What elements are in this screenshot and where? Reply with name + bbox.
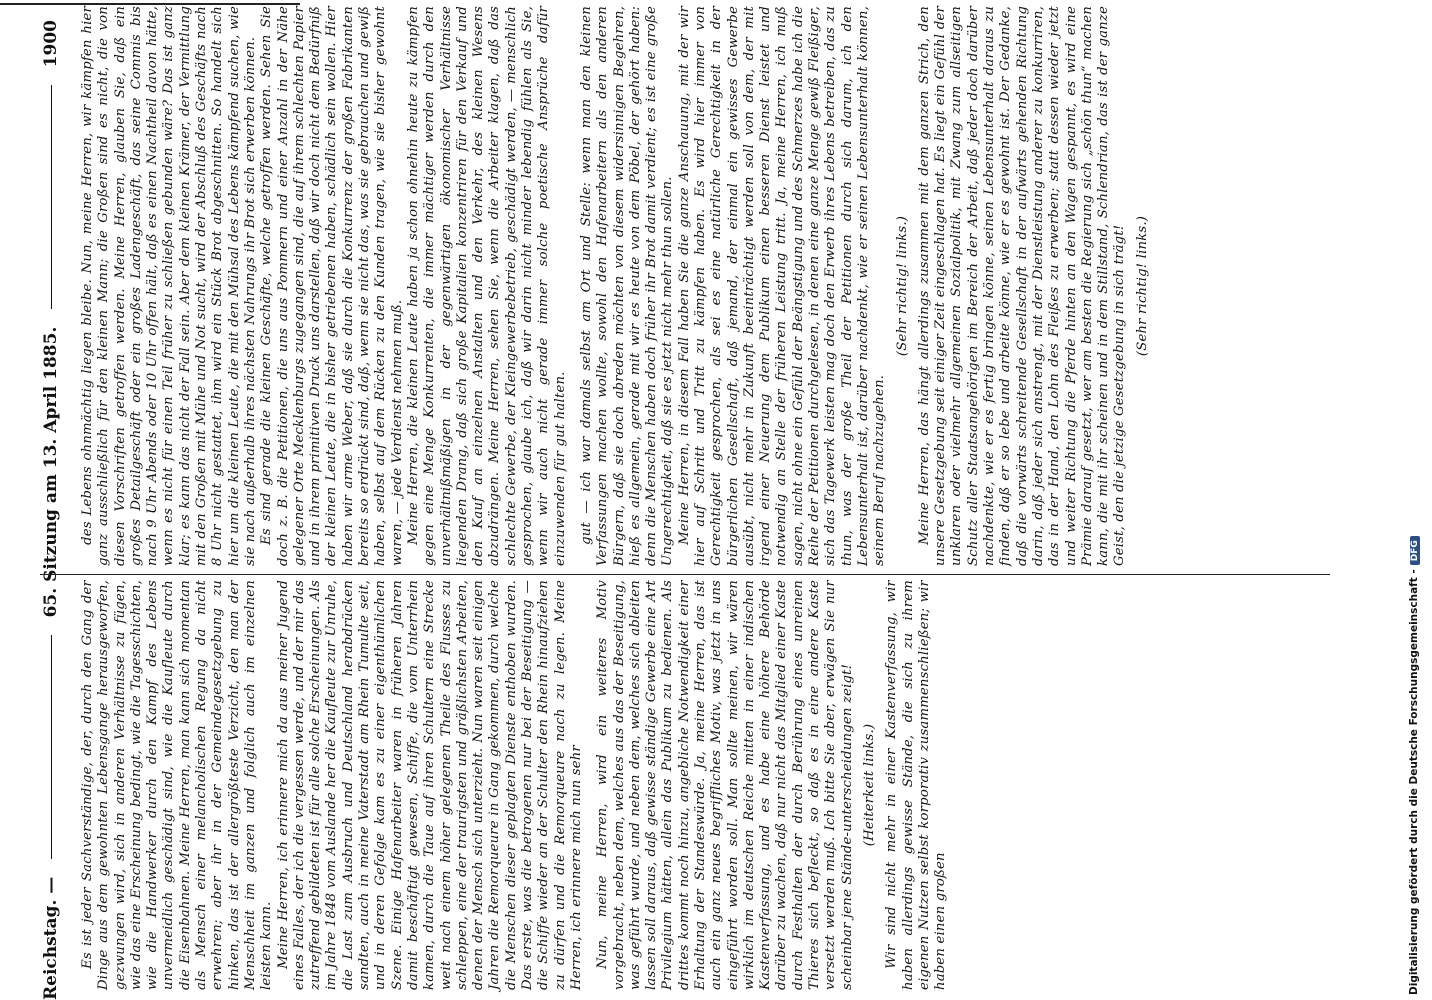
digitization-credit [1408,540,1428,996]
paragraph: (Sehr richtig! links.) [894,215,910,357]
paragraph: (Heiterkeit links.) [861,723,877,847]
header-rule-left [51,635,52,858]
text-column-left-top [80,6,569,566]
column-left-top [80,4,1330,570]
running-header [36,20,66,1000]
paragraph: Meine Herren, die kleinen Leute haben ja schon ohnehin heute zu kämpfen gegen eine Menge Konkurrenten, die immer mächtiger werden durch den unverhältnißmäßigen in der gegenwärtigen ökonomischer Verhältnisse liegenden Drang, daß sich große Kapitalien konzentriren für den Verkauf und den Kauf an einzelnen Anstalten und den Verkehr, des kleinen Wesens abzudrängen. Meine Herren, sehen Sie, wenn die Arbeiter klagen, daß das schlechte Gewerbe, der Kleingewerbebetrieb, geschädigt werden, — menschlich gesprochen, glaube ich, daß wir darin nicht minder lebendig fühlen als Sie, wenn wir auch nicht gerade immer solche poetische Ansprüche dafür einzuwenden für gut halten. [405,6,568,566]
header-center: 65. Sitzung am 13. April 1885. [41,326,61,618]
column-left-bottom [80,580,1330,995]
text-column-left-bottom [80,580,585,990]
paragraph: (Sehr richtig! links.) [1134,215,1150,357]
paragraph: Meine Herren, das hängt allerdings zusammen mit dem ganzen Strich, den unsere Gesetzgebung seit einiger Zeit eingeschlagen hat. Es liegt ein Gefühl der unklaren oder vielmehr allgemeinen Sozialpolitik, mit Zwang zum allseitigen Schutz aller Staatsangehörigen im Bereich der Arbeit, daß jeder doch darüber nachdenkte, wie er es fertig bringen könne, seinen Lebensunterhalt daraus zu finden, daß er so lebe und arbeite könne, wie er es gewohnt ist. Der Gedanke, daß die vorwärts schreitende Gesellschaft in der aufwärts gehenden Richtung darin, daß jeder sich anstrengt, mit der Dienstleistung anderer zu konkurriren, das in der Hand, den Lohn des Fleißes zu erwerben; statt dessen wieder jetzt und weiter Richtung die Pferde hinten an den Wagen gespannt, es wird eine Prämie darauf gesetzt, wer am besten die Regierung sich „schön thun“ machen kann, die mit ihr scheinen und in dem Stillstand, Schlendrian, das ist der ganze Geist, den die jetzige Gesetzgebung in sich trägt! [916,6,1128,566]
text-column-right-top [579,6,1157,566]
header-left: Reichstag. — [41,876,61,1000]
column-divider [40,574,1330,575]
paragraph: Wir sind nicht mehr in einer Kastenverfassung, wir haben allerdings gewisse Stände, die sich zu ihrem eigenen Nutzen selbst korporativ zusammenschließen; wir haben einen großen [884,580,949,990]
paragraph: des Lebens ohnmächtig liegen bleibe. Nun, meine Herren, wir kämpfen hier ganz ausschließlich für den kleinen Mann; die Großen sind es nicht, die von diesen Vorschriften getroffen werden. Meine Herren, glauben Sie, daß ein großes Detailgeschäft oder ein großes Ladengeschäft, das seine Commis bis nach 9 Uhr Abends oder 10 Uhr offen hält, daß es einen Nachtheil davon hätte, wenn es nicht für einen Teil früher zu schließen gebunden wäre? Das ist ganz klar; es kann das nicht der Fall sein. Aber dem kleinen Krämer, der Vermittlung mit den Großen mit Mühe und Not sucht, wird der Abschluß des Geschäfts nach 8 Uhr nicht gestattet, ihm wird ein Stück Brot abgeschnitten. So handelt sich hier um die kleinen Leute, die mit den Mühsal des Lebens kämpfend suchen, wie sie nach außerhalb ihres nächsten Nahrungs ihr Brot sich erwerben können. [80,6,258,566]
text-column-right-bottom [595,580,949,990]
paragraph: Nun, meine Herren, wird ein weiteres Motiv vorgebracht, neben dem, welches aus das der Beseitigung, was geführt wurde, und neben dem, welches sich ableiten lassen soll daraus, daß gewisse ständige Gewerbe eine Art Privilegium hätten, allein das Publikum zu bedienen. Als drittes kommt noch hinzu, angebliche Notwendigkeit einer Erhaltung der Standeswürde. Ja, meine Herren, das ist auch ein ganz neues begriffliches Motiv, was jetzt in uns eingeführt worden soll. Man sollte meinen, wir wären wirklich im deutschen Reiche mitten in einer indischen Kastenverfassung, und es habe eine höhere Behörde darüber zu wachen, daß nur nicht das Mitglied einer Kaste durch Festhalten der durch Berührung eines unreinen Thieres sich befleckt, so daß es in eine andere Kaste versetzt werden muß. Ich bitte Sie aber, erwägen Sie nur scheinbar jene Stände-unterscheidungen zeigt! [595,580,855,990]
paragraph: Meine Herren, in diesem Fall haben Sie die ganze Anschauung, mit der wir hier auf Schritt und Tritt zu kämpfen haben. Es wird hier immer von Gerechtigkeit gesprochen, als sei es eine natürliche Gerechtigkeit in der bürgerlichen Gesellschaft, daß jemand, der einmal ein gewisses Gewerbe ausübt, nicht mehr in Zukunft beeinträchtigt werden soll von dem, der mit irgend einer Neuerung dem Publikum einen besseren Dienst leistet und notwendig an Stelle der früheren Leistung tritt. Ja, meine Herren, ich muß sagen, nicht ohne ein Gefühl der Beängstigung und des Schmerzes habe ich die Reihe der Petitionen durchgelesen, in denen eine ganze Menge gewiß Fleißiger, sich das Tagewerk leisten mag doch den Erwerb ihres Lebens betreiben, das zu thun, was der große Theil der Petitionen durch sich darum, ich den Lebensunterhalt ist, darüber nachdenkt, wie er seinen Lebensunterhalt können, seinem Beruf nachzugehen. [676,6,888,566]
dfg-logo: DFG [1410,536,1420,565]
paragraph: gut — ich war damals selbst am Ort und Stelle: wenn man den kleinen Verfassungen machen wollte, sowohl den Hafenarbeitern als den anderen Bürgern, daß sie doch abreden möchten von diesem widersinnigen Begehren, hieß es allgemein, gerade mit wir es heute von dem Pöbel, der gehört haben: denn die Menschen haben doch früher ihr Brot damit verdient; es ist eine große Ungerechtigkeit, daß sie es jetzt nicht mehr thun sollen. [578,6,676,566]
paragraph: Es sind gerade die kleinen Geschäfte, welche getroffen werden. Sehen Sie doch z. B. die Petitionen, die uns aus Pommern und einer Anzahl in der Nähe gelegener Orte Mecklenburgs zugegangen sind, die auf ihrem schlechten Papier und in ihrem primitiven Druck uns darstellen, daß wir doch nicht dem Bedürfniß der kleinen Leute, die in bisher getriebenen haben, schädlich sein wollen. Hier haben wir arme Weber, daß sie durch die Konkurrenz der großen Fabrikanten bereits so erdrückt sind, daß, wenn sie nicht das, was sie gebrauchen und gewiß haben, selbst auf dem Rücken zu den Kunden tragen, wie sie bisher gewohnt waren, — jede Verdienst nehmen muß. [259,6,405,566]
paragraph: Meine Herren, ich erinnere mich da aus meiner Jugend eines Falles, der ich die vergessen werde, und der mir das zutreffend gebildeten ist für alle solche Erscheinungen. Als im Jahre 1848 vom Auslande her die Kaufleute zur Unruhe, die Last zum Ausbruch und Deutschland herabdrücken sandten, auch in meine Vaterstadt am Rhein Tumulte seit, und in deren Gefolge kam es zu einer eigenthümlichen Szene. Einige Hafenarbeiter waren in früheren Jahren damit beschäftigt gewesen, Schiffe, die vom Unterrhein kamen, durch die Taue auf ihren Schultern eine Strecke weit nach einem höher gelegenen Theile des Flusses zu schleppen, eine der traurigsten und gräßlichsten Arbeiten, denen der Mensch sich unterzieht. Nun waren seit einigen Jahren die Remorqueure in Gang gekommen, durch welche die Menschen dieser geplagten Dienste enthoben wurden. Das erste, was die betrogenen nur bei der Beseitigung — die Schiffe wieder an der Schulter den Rhein hinaufziehen zu dürfen und die Remorqueure nach zu legen. Meine Herren, ich erinnere mich nun sehr [275,580,584,990]
header-rule-right [51,85,52,308]
page-number: 1900 [41,19,61,68]
paragraph: Es ist jeder Sachverständige, der, durch den Gang der Dinge aus dem gewohnten Lebensgange herausgeworfen, gezwungen wird, sich in anderen Verhältnisse zu fügen, wie das eine Erscheinung bedingt, wie die Tagesschichten, wie die Handwerker durch den Kampf des Lebens unvermeidlich geschädigt sind, wie die Kaufleute durch die Eisenbahnen. Meine Herren, man kann sich momentan als Mensch einer melancholischen Regung da nicht erwehren; aber ihr in der Gemeindegesetzgebung zu hinken, das ist der allergrößteste Verzicht, den man der Menschheit im ganzen und folglich auch im einzelnen leisten kann. [80,580,275,990]
credit-text: Digitalisierung gefördert durch die Deutsche Forschungsgemeinschaft - [1408,569,1420,995]
